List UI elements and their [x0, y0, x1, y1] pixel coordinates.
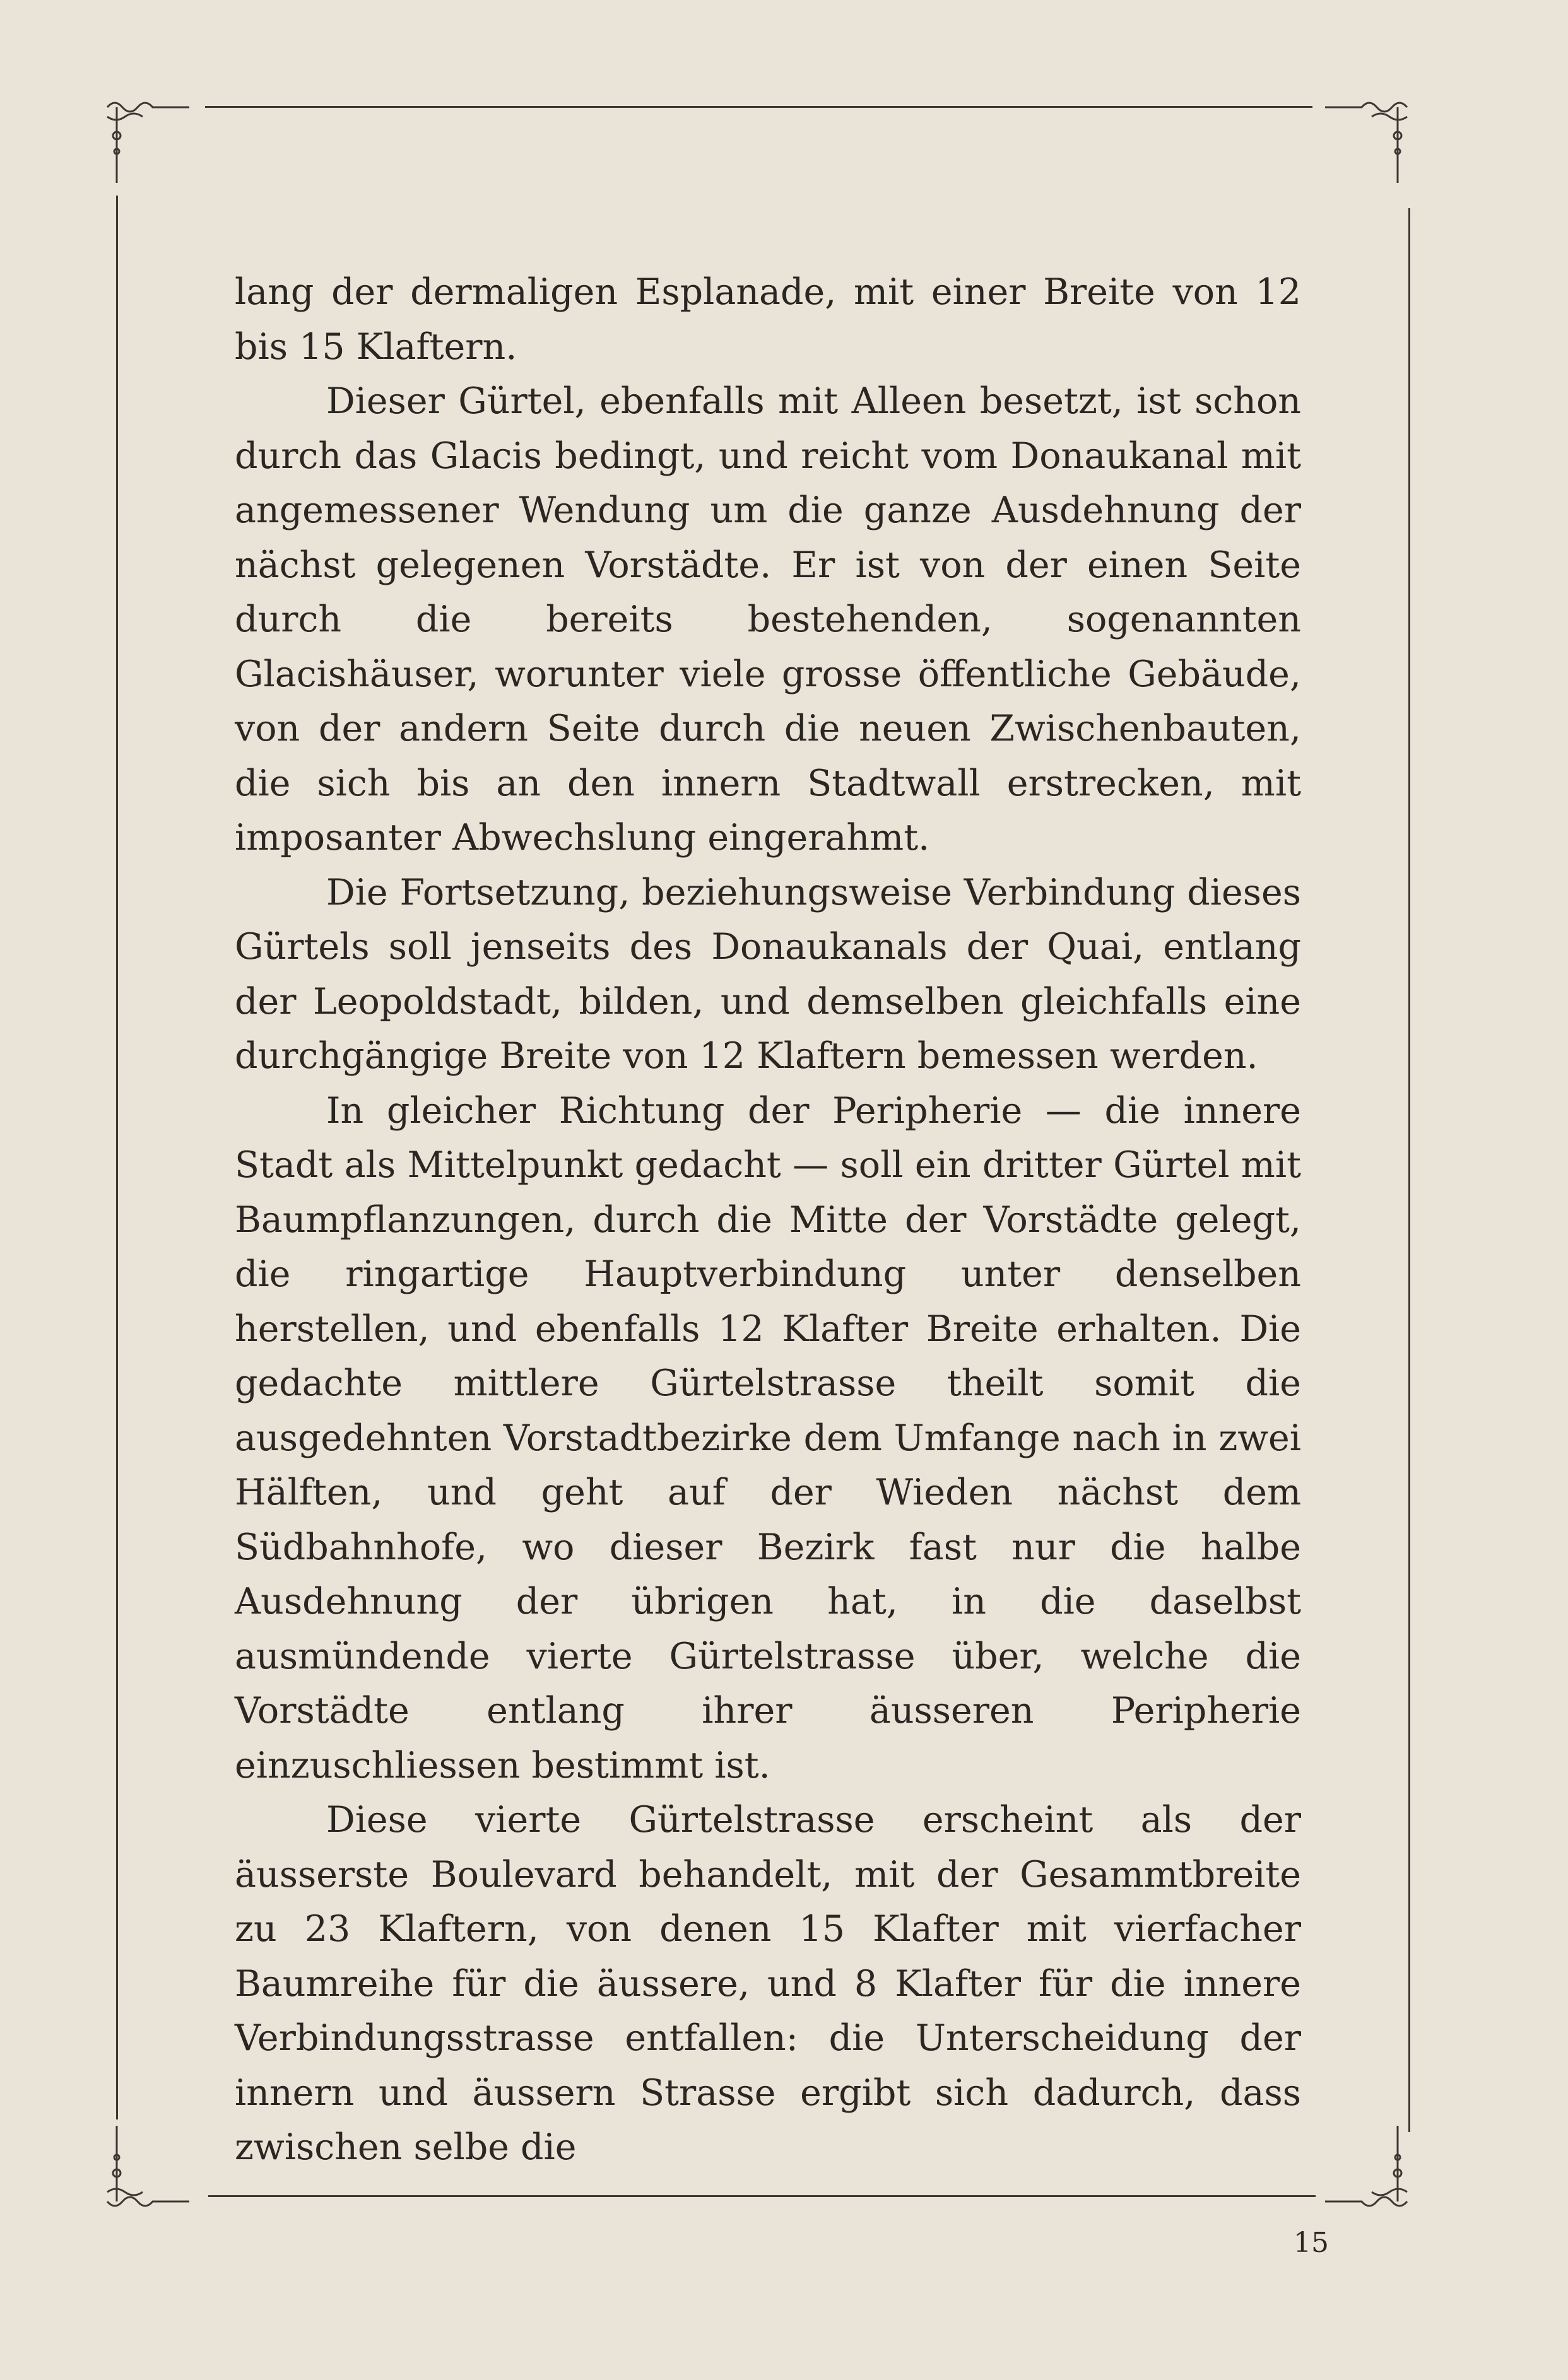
frame-left-rule — [116, 196, 118, 2119]
page-number: 15 — [1294, 2227, 1329, 2259]
paragraph-continuation: lang der dermaligen Esplanade, mit einer Breite von 12 bis 15 Klaftern. — [235, 271, 1301, 368]
corner-ornament-icon — [95, 88, 189, 183]
corner-ornament-icon — [95, 2126, 189, 2220]
paragraph: Diese vierte Gürtelstrasse erscheint als der äusserste Boulevard behandelt, mit der Gesammtbreite zu 23 Klaftern, von denen 15 Klafter mit vierfacher Baumreihe für die äussere, und 8 Klafter für die innere Verbindungsstrasse entfallen: die Unterscheidung der innern und äussern Strasse ergibt sich dadurch, dass zwischen selbe die — [235, 1799, 1301, 2168]
corner-ornament-icon — [1325, 88, 1420, 183]
body-text — [235, 265, 1301, 2175]
paragraph: Die Fortsetzung, beziehungsweise Verbindung dieses Gürtels soll jenseits des Donaukanals der Quai, entlang der Leopoldstadt, bilden, und demselben gleichfalls eine durchgängige Breite von 12 Klaftern bemessen werden. — [235, 871, 1301, 1077]
paragraph: Dieser Gürtel, ebenfalls mit Alleen besetzt, ist schon durch das Glacis bedingt, und reicht vom Donaukanal mit angemessener Wendung um die ganze Ausdehnung der nächst gelegenen Vorstädte. Er ist von der einen Seite durch die bereits bestehenden, sogenannten Glacishäuser, worunter viele grosse öffentliche Gebäude, von der andern Seite durch die neuen Zwischenbauten, die sich bis an den innern Stadtwall erstrecken, mit imposanter Abwechslung eingerahmt. — [235, 380, 1301, 859]
corner-ornament-icon — [1325, 2126, 1420, 2220]
paragraph: In gleicher Richtung der Peripherie — die innere Stadt als Mittelpunkt gedacht — soll ein dritter Gürtel mit Baumpflanzungen, durch die Mitte der Vorstädte gelegt, die ringartige Hauptverbindung unter denselben herstellen, und ebenfalls 12 Klafter Breite erhalten. Die gedachte mittlere Gürtelstrasse theilt somit die ausgedehnten Vorstadtbezirke dem Umfange nach in zwei Hälften, und geht auf der Wieden nächst dem Südbahnhofe, wo dieser Bezirk fast nur die halbe Ausdehnung der übrigen hat, in die daselbst ausmündende vierte Gürtelstrasse über, welche die Vorstädte entlang ihrer äusseren Peripherie einzuschliessen bestimmt ist. — [235, 1089, 1301, 1786]
frame-top-rule — [205, 106, 1312, 108]
frame-right-rule — [1408, 208, 1410, 2132]
frame-bottom-rule — [208, 2195, 1316, 2197]
